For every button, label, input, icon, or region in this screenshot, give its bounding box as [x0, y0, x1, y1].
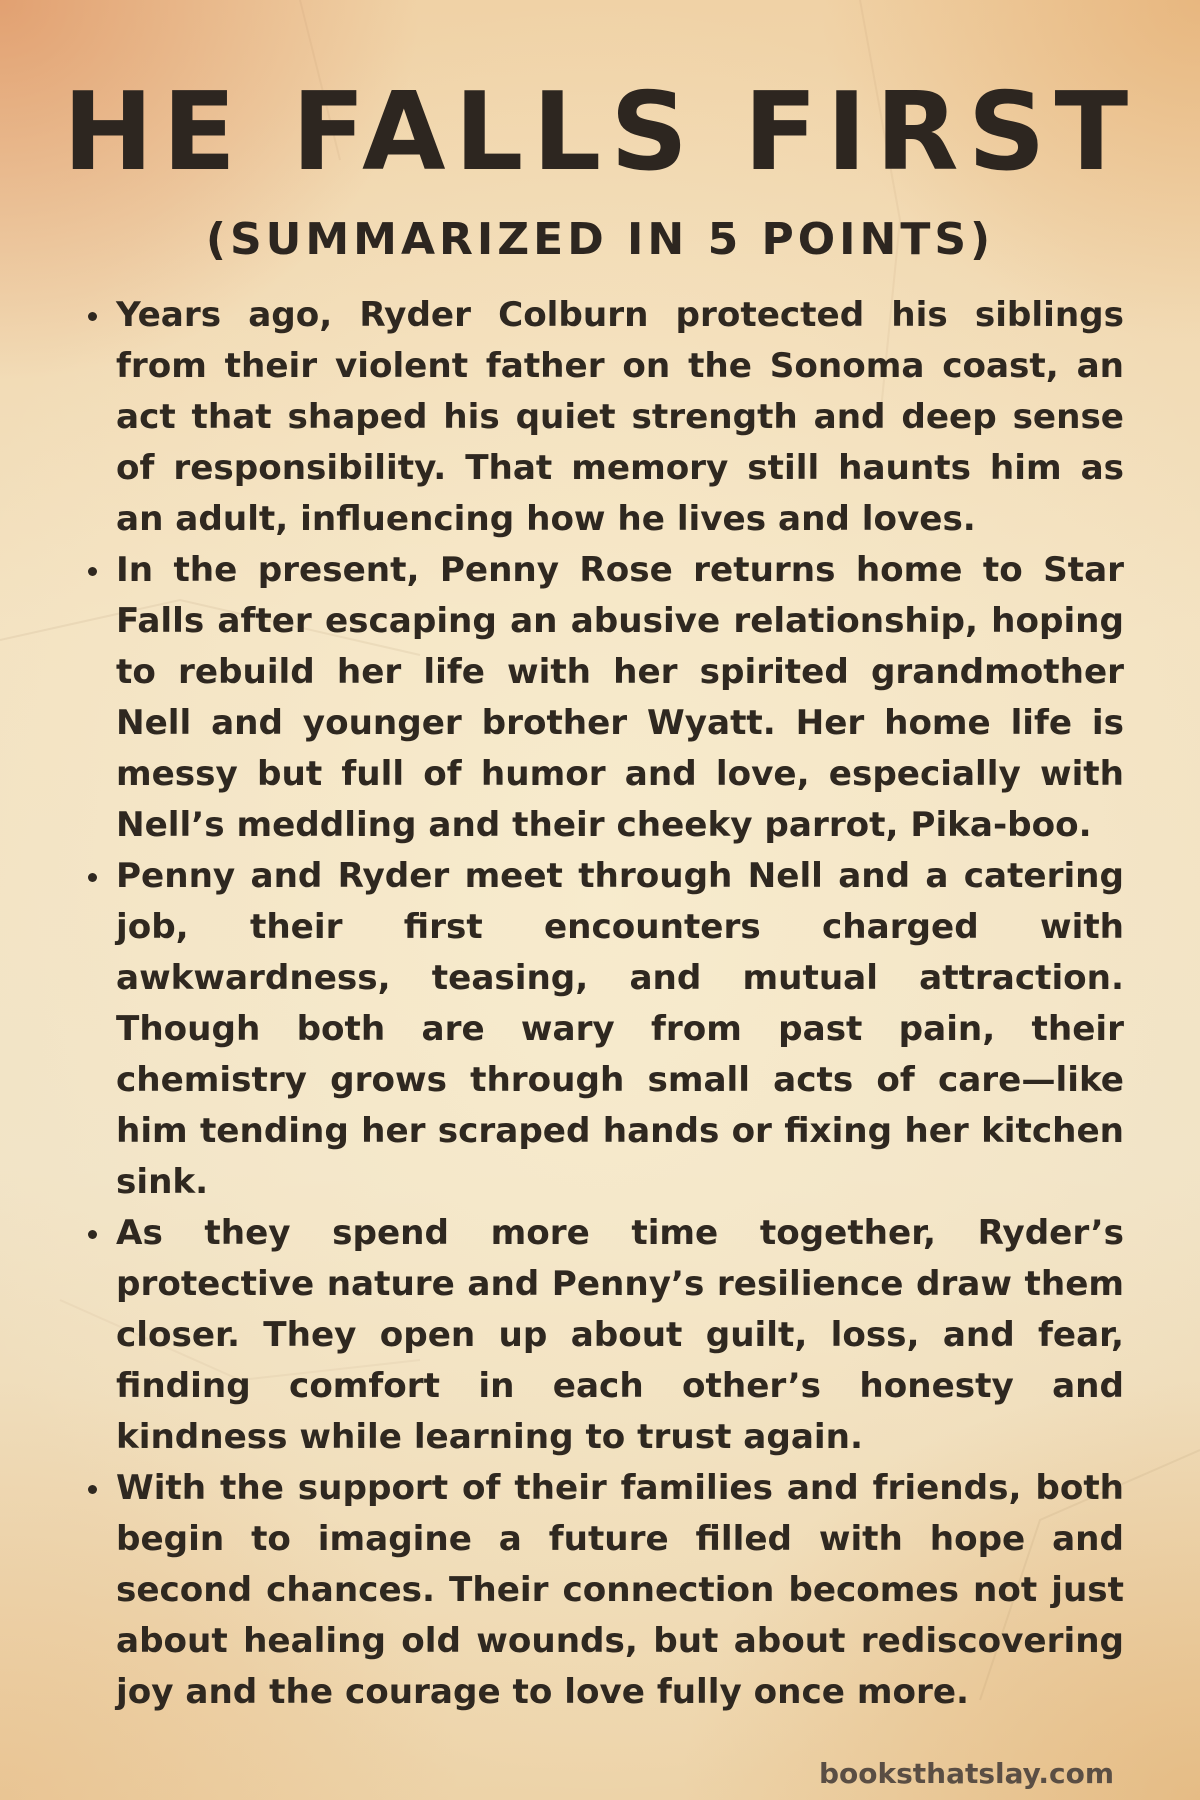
- summary-point-text: Penny and Ryder meet through Nell and a catering job, their first encounters charged with awkwardness, teasing, and mutual attraction. Though both are wary from past pain, their chemistry grows through small acts of care—like him tending her scraped hands or fixing her kitchen sink.: [116, 856, 1124, 1202]
- summary-point-text: As they spend more time together, Ryder’s protective nature and Penny’s resilience draw them closer. They open up about guilt, loss, and fear, finding comfort in each other’s honesty and kindness while learning to trust again.: [116, 1213, 1124, 1457]
- bullet-dot-icon: [88, 1230, 97, 1239]
- page-subtitle: (SUMMARIZED IN 5 POINTS): [205, 214, 995, 265]
- summary-point-3: [116, 851, 1124, 1208]
- website-credit: booksthatslay.com: [818, 1757, 1114, 1790]
- summary-point-list: [116, 290, 1124, 1718]
- summary-point-text: With the support of their families and friends, both begin to imagine a future filled with hope and second chances. Their connection becomes not just about healing old wounds, but about rediscovering joy and the courage to love fully once more.: [116, 1468, 1124, 1712]
- bullet-dot-icon: [88, 873, 97, 882]
- summary-point-5: [116, 1463, 1124, 1718]
- summary-point-1: [116, 290, 1124, 545]
- bullet-dot-icon: [88, 1485, 97, 1494]
- summary-point-text: Years ago, Ryder Colburn protected his siblings from their violent father on the Sonoma coast, an act that shaped his quiet strength and deep sense of responsibility. That memory still haunts him as an adult, influencing how he lives and loves.: [116, 295, 1124, 539]
- bullet-dot-icon: [88, 312, 97, 321]
- page-title: HE FALLS FIRST: [62, 70, 1138, 195]
- summary-point-text: In the present, Penny Rose returns home to Star Falls after escaping an abusive relationship, hoping to rebuild her life with her spirited grandmother Nell and younger brother Wyatt. Her home life is messy but full of humor and love, especially with Nell’s meddling and their cheeky parrot, Pika-boo.: [116, 550, 1124, 845]
- summary-point-2: [116, 545, 1124, 851]
- bullet-dot-icon: [88, 567, 97, 576]
- summary-point-4: [116, 1208, 1124, 1463]
